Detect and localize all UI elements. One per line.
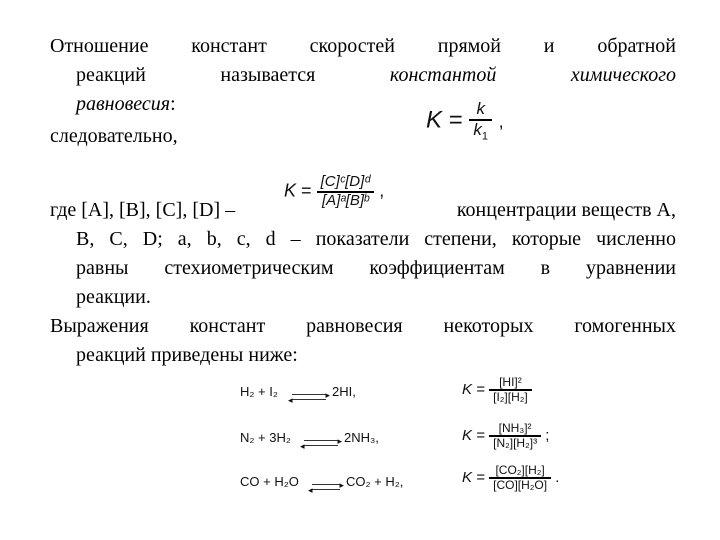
formula-fraction xyxy=(469,100,492,142)
reaction-reactants: H₂ + I₂ xyxy=(240,384,278,399)
formula-equals: = xyxy=(448,106,463,134)
paragraph-line: реакции. xyxy=(76,286,151,308)
formula-fraction xyxy=(489,464,551,492)
formula-k-symbol: K xyxy=(284,180,297,201)
formula-fraction xyxy=(489,376,532,404)
term-ravnovesiya: равновесия: xyxy=(76,93,176,115)
formula-tail: . xyxy=(555,469,560,487)
paragraph-line: Отношение констант скоростей прямой и обратной xyxy=(50,35,676,57)
equilibrium-arrow-icon: ▸ ◂ xyxy=(308,479,344,495)
reaction-reactants: N₂ + 3H₂ xyxy=(240,430,291,445)
paragraph-consequently xyxy=(50,119,676,151)
fraction-numerator: [NH₃]² xyxy=(489,422,541,437)
formula-fraction xyxy=(489,422,541,450)
fraction-numerator: [HI]² xyxy=(489,376,532,391)
equilibrium-arrow-icon: ▸ ◂ xyxy=(288,389,330,405)
fraction-numerator: [CO₂][H₂] xyxy=(489,464,551,479)
reaction-row xyxy=(240,430,291,445)
equilibrium-arrow-icon: ▸ ◂ xyxy=(300,435,342,451)
fraction-numerator: [C]ᶜ[D]ᵈ xyxy=(317,174,375,193)
text-italic-term: константой химического xyxy=(389,64,676,86)
formula-k-symbol: K = xyxy=(462,427,485,445)
where-prefix: где [A], [B], [C], [D] – xyxy=(50,199,236,221)
fraction-denominator: $k_1$ xyxy=(473,119,488,143)
reaction-products: CO₂ + H₂, xyxy=(346,474,404,489)
fraction-denominator: [I₂][H₂] xyxy=(493,390,528,405)
formula-equilibrium-constant xyxy=(280,172,388,211)
reaction-products: 2NH₃, xyxy=(344,430,379,445)
reaction-constant xyxy=(462,376,532,404)
paragraph-expressions xyxy=(50,312,676,370)
reaction-products: 2HI, xyxy=(332,384,356,399)
paragraph-line: Выражения констант равновесия некоторых гомогенных xyxy=(50,315,676,337)
reaction-constant xyxy=(462,422,549,450)
formula-k-symbol: K xyxy=(426,106,443,134)
reaction-constant xyxy=(462,464,559,492)
formula-k-symbol: K = xyxy=(462,469,485,487)
paragraph-line xyxy=(50,61,676,90)
reaction-reactants: CO + H₂O xyxy=(240,474,299,489)
paragraph-where xyxy=(50,196,676,312)
paragraph-line: B, C, D; a, b, c, d – показатели степени, которые численно xyxy=(76,228,676,250)
formula-comma: , xyxy=(379,180,385,201)
where-suffix: концентрации веществ A, xyxy=(456,199,676,221)
fraction-denominator: [CO][H₂O] xyxy=(493,478,548,493)
consequently-text: следовательно, xyxy=(50,125,178,147)
formula-fraction xyxy=(317,174,375,209)
text-plain: реакций называется xyxy=(76,64,316,86)
paragraph-line: реакций приведены ниже: xyxy=(76,344,298,366)
fraction-denominator: [N₂][H₂]³ xyxy=(493,436,538,451)
paragraph-line: равны стехиометрическим коэффициентам в уравнении xyxy=(76,257,676,279)
reaction-row xyxy=(240,474,299,489)
paragraph-definition xyxy=(50,32,676,119)
formula-equals: = xyxy=(301,180,312,201)
formula-comma: , xyxy=(498,111,504,132)
formula-k-ratio xyxy=(426,100,504,142)
formula-tail: ; xyxy=(545,427,550,445)
formula-k-symbol: K = xyxy=(462,381,485,399)
fraction-denominator: [A]ᵃ[B]ᵇ xyxy=(322,191,369,209)
fraction-numerator: k xyxy=(469,100,492,121)
